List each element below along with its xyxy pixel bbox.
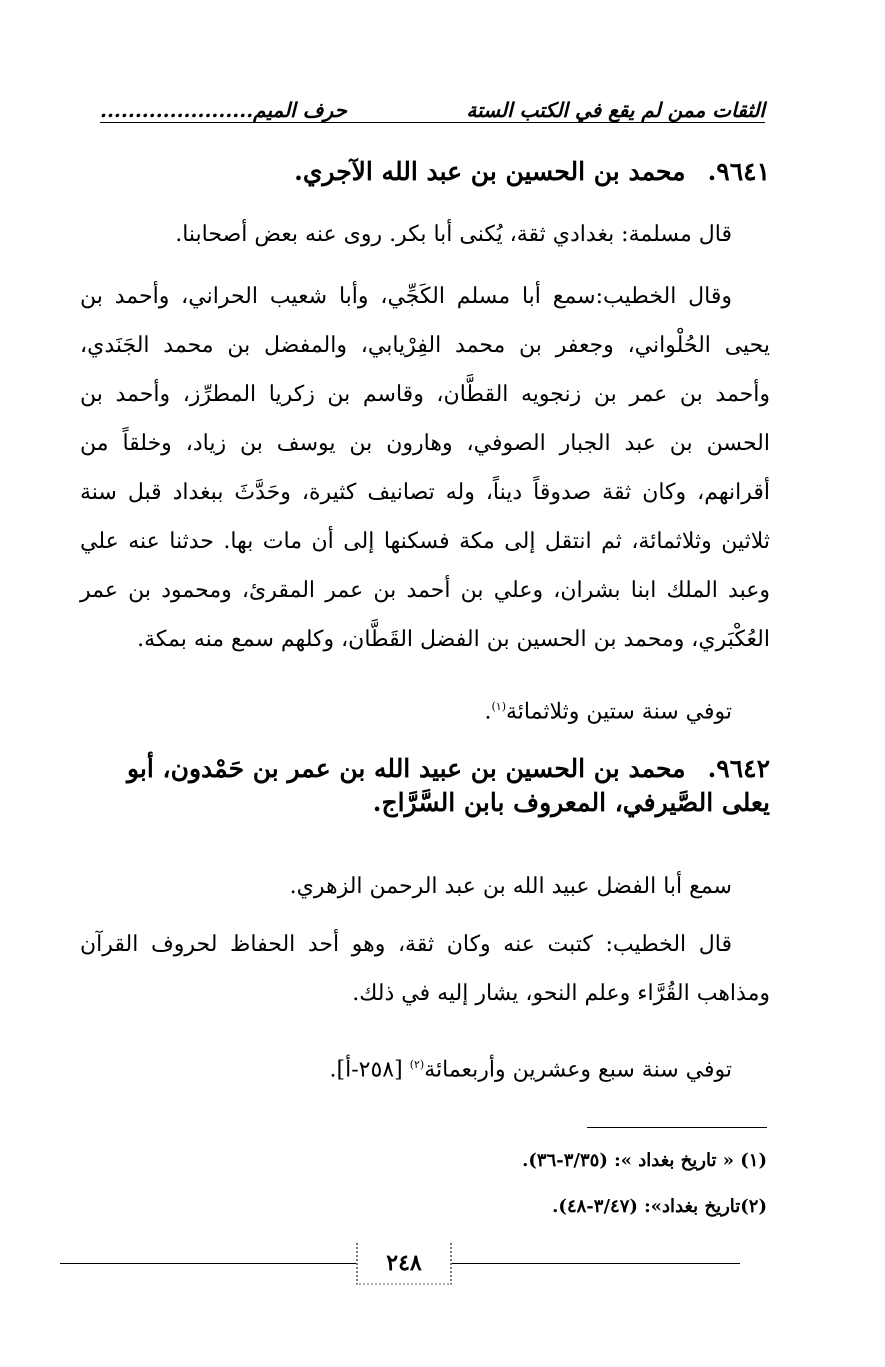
header-chapter: حرف الميم...................... — [100, 98, 347, 122]
paragraph: قال الخطيب: كتبت عنه وكان ثقة، وهو أحد الحفاظ لحروف القرآن ومذاهب القُرَّاء وعلم النحو، يشار إليه في ذلك. — [80, 932, 770, 1006]
death-line — [80, 1040, 770, 1094]
paragraph: سمع أبا الفضل عبيد الله بن عبد الرحمن الزهري. — [289, 874, 732, 899]
running-header — [100, 88, 765, 123]
death-line — [80, 682, 770, 736]
entry-heading — [80, 155, 770, 189]
paragraph: قال مسلمة: بغدادي ثقة، يُكنى أبا بكر. روى عنه بعض أصحابنا. — [175, 222, 732, 247]
entry-title: محمد بن الحسين بن عبيد الله بن عمر بن حَمْدون، أبو يعلى الصَّيرفي، المعروف بابن السَّرَّاج. — [127, 754, 770, 817]
entry-number: ٩٦٤٢. — [707, 754, 770, 783]
entry-heading — [80, 752, 770, 820]
footnote: (١) « تاريخ بغداد »: (٣/٣٥-٣٦). — [522, 1150, 767, 1171]
death-text: توفي سنة ستين وثلاثمائة — [506, 699, 732, 725]
footnote: (٢)تاريخ بغداد»: (٣/٤٧-٤٨). — [552, 1196, 767, 1217]
footnote-ref: (١) — [491, 700, 507, 713]
death-suffix: . — [484, 699, 492, 725]
page-number: ٢٤٨ — [356, 1243, 452, 1285]
entry-title: محمد بن الحسين بن عبد الله الآجري. — [294, 157, 686, 186]
footnote-ref: (٢) — [409, 1058, 425, 1071]
entry-number: ٩٦٤١. — [707, 157, 770, 186]
death-suffix: [٢٥٨-أ]. — [329, 1057, 410, 1083]
paragraph: وقال الخطيب:سمع أبا مسلم الكَجِّي، وأبا شعيب الحراني، وأحمد بن يحيى الحُلْواني، وجعفر بن محمد الفِرْيابي، والمفضل بن محمد الجَنَدي، وأحمد بن عمر بن زنجويه القطَّان، وقاسم بن زكريا المطرِّز، وأحمد بن الحسن بن عبد الجبار الصوفي، وهارون بن يوسف بن زياد، وخلقاً من أقرانهم، وكان ثقة صدوقاً ديناً، وله تصانيف كثيرة، وحَدَّثَ ببغداد قبل سنة ثلاثين وثلاثمائة، ثم انتقل إلى مكة فسكنها إلى أن مات بها. حدثنا عنه علي وعبد الملك ابنا بشران، وعلي بن أحمد بن عمر المقرئ، ومحمود بن عمر العُكْبَري، ومحمد بن الحسين بن الفضل القَطَّان، وكلهم سمع منه بمكة. — [80, 284, 771, 652]
header-book-title: الثقات ممن لم يقع في الكتب الستة — [466, 98, 765, 122]
footnote-separator — [587, 1127, 767, 1128]
death-text: توفي سنة سبع وعشرين وأربعمائة — [424, 1057, 732, 1083]
